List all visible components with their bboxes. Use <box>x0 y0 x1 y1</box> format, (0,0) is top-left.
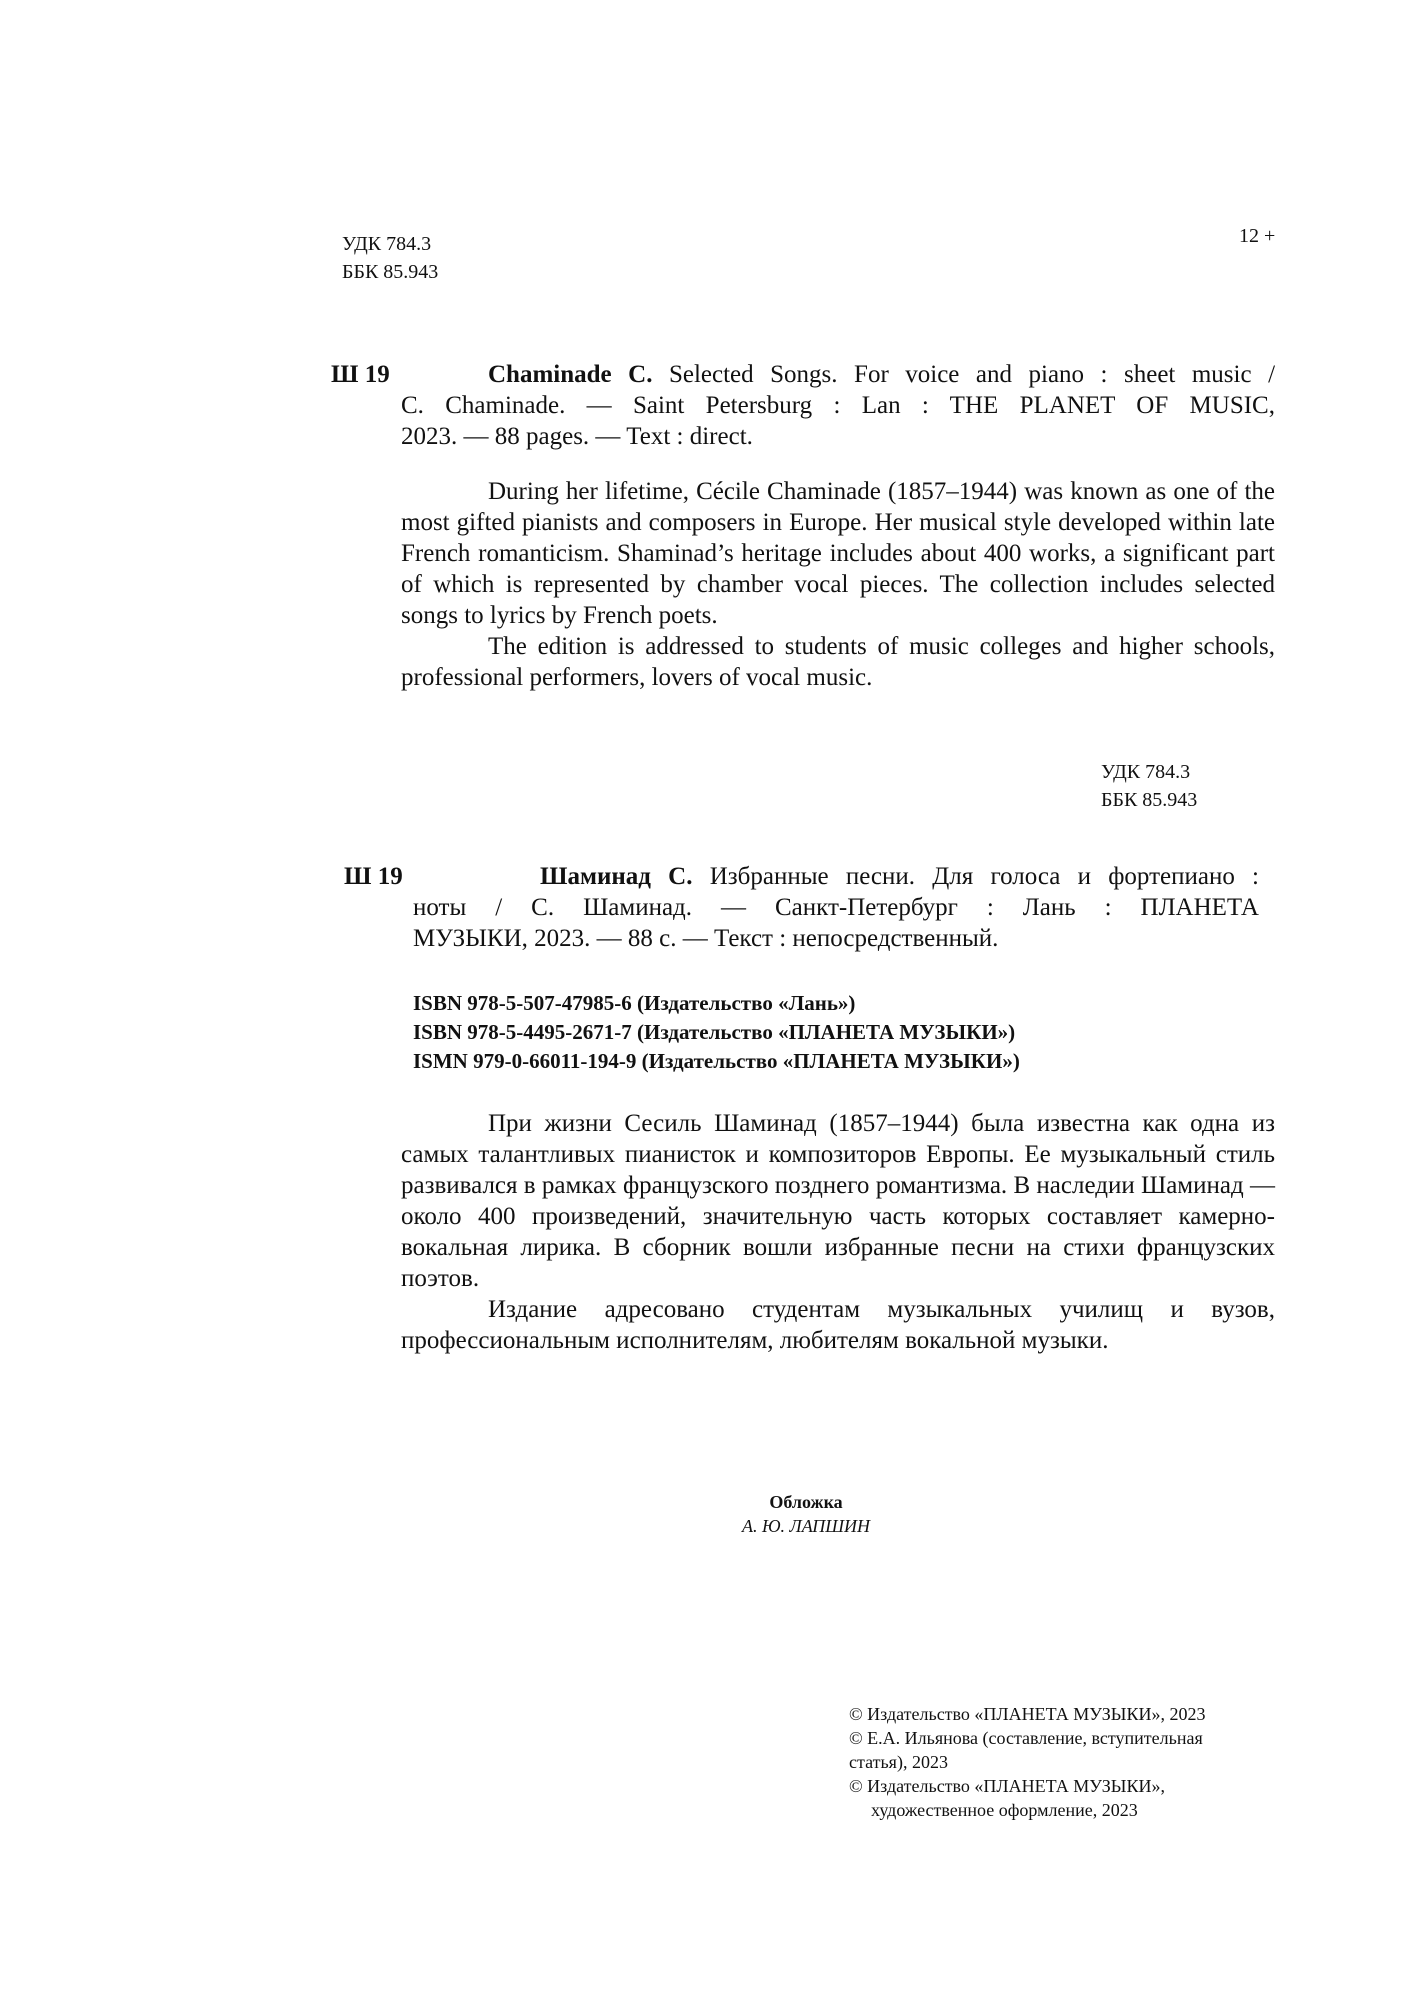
copyright-line-2: © Е.А. Ильянова (составление, вступительная статья), 2023 <box>849 1728 1203 1772</box>
english-abstract-paragraph-2: The edition is addressed to students of music colleges and higher schools, professional performers, lovers of vocal music. <box>401 633 1275 691</box>
english-abstract <box>401 476 1275 693</box>
russian-classification <box>1101 758 1197 814</box>
copyright-block <box>849 1702 1249 1822</box>
english-entry-line-2: C. Chaminade. — Saint Petersburg : Lan : THE PLANET OF MUSIC, <box>401 392 1275 419</box>
isbn-planet-of-music: ISBN 978-5-4495-2671-7 (Издательство «ПЛАНЕТА МУЗЫКИ») <box>413 1020 1016 1044</box>
copyright-line-3: © Издательство «ПЛАНЕТА МУЗЫКИ», художественное оформление, 2023 <box>849 1776 1165 1820</box>
english-entry-citation <box>401 359 1275 452</box>
russian-entry-line-1: Избранные песни. Для голоса и фортепиано : <box>709 863 1259 890</box>
russian-entry-author: Шаминад С. <box>540 863 693 890</box>
english-entry-line-3: 2023. — 88 pages. — Text : direct. <box>401 423 753 450</box>
cover-credit <box>706 1490 906 1538</box>
copyright-line-1: © Издательство «ПЛАНЕТА МУЗЫКИ», 2023 <box>849 1704 1206 1724</box>
russian-abstract-paragraph-1: При жизни Сесиль Шаминад (1857–1944) была известна как одна из самых талантливых пианисток и композиторов Европы. Ее музыкальный стиль развивался в рамках французского позднего романтизма. В наследии Шаминад — около 400 произведений, значительную часть которых составляет камерно-вокальная лирика. В сборник вошли избранные песни на стихи французских поэтов. <box>401 1110 1275 1292</box>
russian-entry-line-2: ноты / С. Шаминад. — Санкт-Петербург : Лань : ПЛАНЕТА <box>413 894 1259 921</box>
russian-entry-code: Ш 19 <box>344 863 403 890</box>
english-entry-code: Ш 19 <box>331 361 390 388</box>
age-rating: 12 + <box>1239 225 1276 247</box>
header-classification <box>342 230 438 286</box>
isbn-lan: ISBN 978-5-507-47985-6 (Издательство «Лань») <box>413 991 856 1015</box>
russian-entry-line-3: МУЗЫКИ, 2023. — 88 с. — Текст : непосредственный. <box>413 925 999 952</box>
udk-code: УДК 784.3 <box>342 233 432 255</box>
english-abstract-paragraph-1: During her lifetime, Cécile Chaminade (1857–1944) was known as one of the most gifted pianists and composers in Europe. Her musical style developed within late French romanticism. Shaminad’s heritage includes about 400 works, a significant part of which is represented by chamber vocal pieces. The collection includes selected songs to lyrics by French poets. <box>401 478 1275 629</box>
russian-bbk-code: ББК 85.943 <box>1101 789 1198 811</box>
ismn-planet-of-music: ISMN 979-0-66011-194-9 (Издательство «ПЛАНЕТА МУЗЫКИ») <box>413 1049 1020 1073</box>
russian-abstract <box>401 1108 1275 1356</box>
english-entry-author: Chaminade C. <box>488 361 653 388</box>
bbk-code: ББК 85.943 <box>342 261 439 283</box>
isbn-block <box>413 989 1020 1076</box>
cover-credit-name: А. Ю. ЛАПШИН <box>741 1516 871 1536</box>
russian-udk-code: УДК 784.3 <box>1101 761 1191 783</box>
russian-entry-citation <box>413 861 1259 954</box>
english-entry-line-1: Selected Songs. For voice and piano : sheet music / <box>668 361 1276 388</box>
russian-abstract-paragraph-2: Издание адресовано студентам музыкальных училищ и вузов, профессиональным исполнителям, любителям вокальной музыки. <box>401 1296 1275 1354</box>
cover-credit-label: Обложка <box>769 1492 843 1512</box>
